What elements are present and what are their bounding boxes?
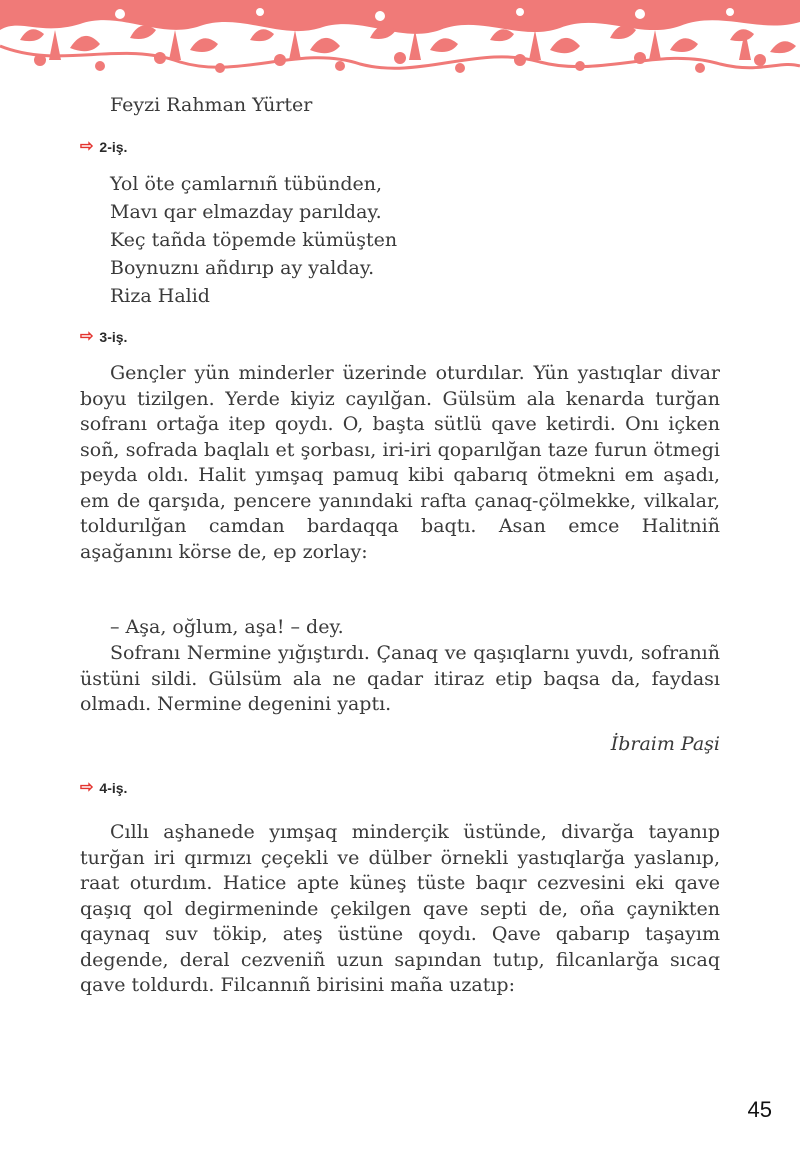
floral-ornament-banner (0, 0, 800, 78)
prose-author: İbraim Paşi (610, 733, 720, 755)
prose-paragraph: Cıllı aşhanede yımşaq minderçik üstünde, divarğa tayanıp turğan iri qırmızı çeçekli ve dülber örnekli yastıqlarğa yaslanıp, raat oturdım. Hatice apte küneş tüste baqır cezvesini eki qave qaşıq qol degirmeninde çekilgen qave septi de, oña çaynikten qaynaq suv tökip, ateş üstüne qoydı. Qave qabarıp taşayım degende, deral cezveniñ uzun sapından tutıp, filcanlarğa sıcaq qave toldurdı. Filcannıñ birisini maña uzatıp: (80, 821, 720, 996)
task-heading-2 (80, 139, 127, 155)
dialogue-line: – Aşa, oğlum, aşa! – dey. (110, 616, 344, 638)
poem-line: Mavı qar elmazday parılday. (110, 201, 382, 223)
poem-line: Keç tañda töpemde kümüşten (110, 229, 398, 251)
task-label: 2-iş. (99, 139, 128, 155)
task-heading-3 (80, 329, 127, 345)
arrow-right-icon: ⇨ (80, 328, 94, 345)
prose-paragraph: Sofranı Nermine yığıştırdı. Çanaq ve qaşıqlarnı yuvdı, sofranıñ üstüni sildi. Gülsüm ala ne qadar itiraz etip baqsa da, faydası olmadı. Nermine degenini yaptı. (80, 642, 720, 715)
arrow-right-icon: ⇨ (80, 138, 94, 155)
task-label: 4-iş. (99, 780, 128, 796)
task-heading-4 (80, 780, 127, 796)
poem-line: Yol öte çamlarnıñ tübünden, (110, 173, 383, 195)
poem-author-1: Feyzi Rahman Yürter (110, 94, 313, 116)
page-number: 45 (747, 1097, 772, 1122)
arrow-right-icon: ⇨ (80, 779, 94, 796)
task-label: 3-iş. (99, 329, 128, 345)
prose-paragraph: Gençler yün minderler üzerinde oturdılar. Yün yastıqlar divar boyu tizilgen. Yerde kiyiz cayılğan. Gülsüm ala kenarda turğan sofranı ortağa itep qoydı. O, başta sütlü qave ketirdi. Onı içken soñ, sofrada baqlalı et şorbası, iri-iri qoparılğan taze furun ötmegi peyda oldı. Halit yımşaq pamuq kibi qabarıq ötmekni em aşadı, em de qarşıda, pencere yanındaki rafta çanaq-çölmekke, vilkalar, toldurılğan camdan bardaqqa baqtı. Asan emce Halitniñ aşağanını körse de, ep zorlay: (80, 362, 720, 563)
poem-author-2: Riza Halid (110, 285, 210, 307)
poem-line: Boynuznı añdırıp ay yalday. (110, 257, 375, 279)
